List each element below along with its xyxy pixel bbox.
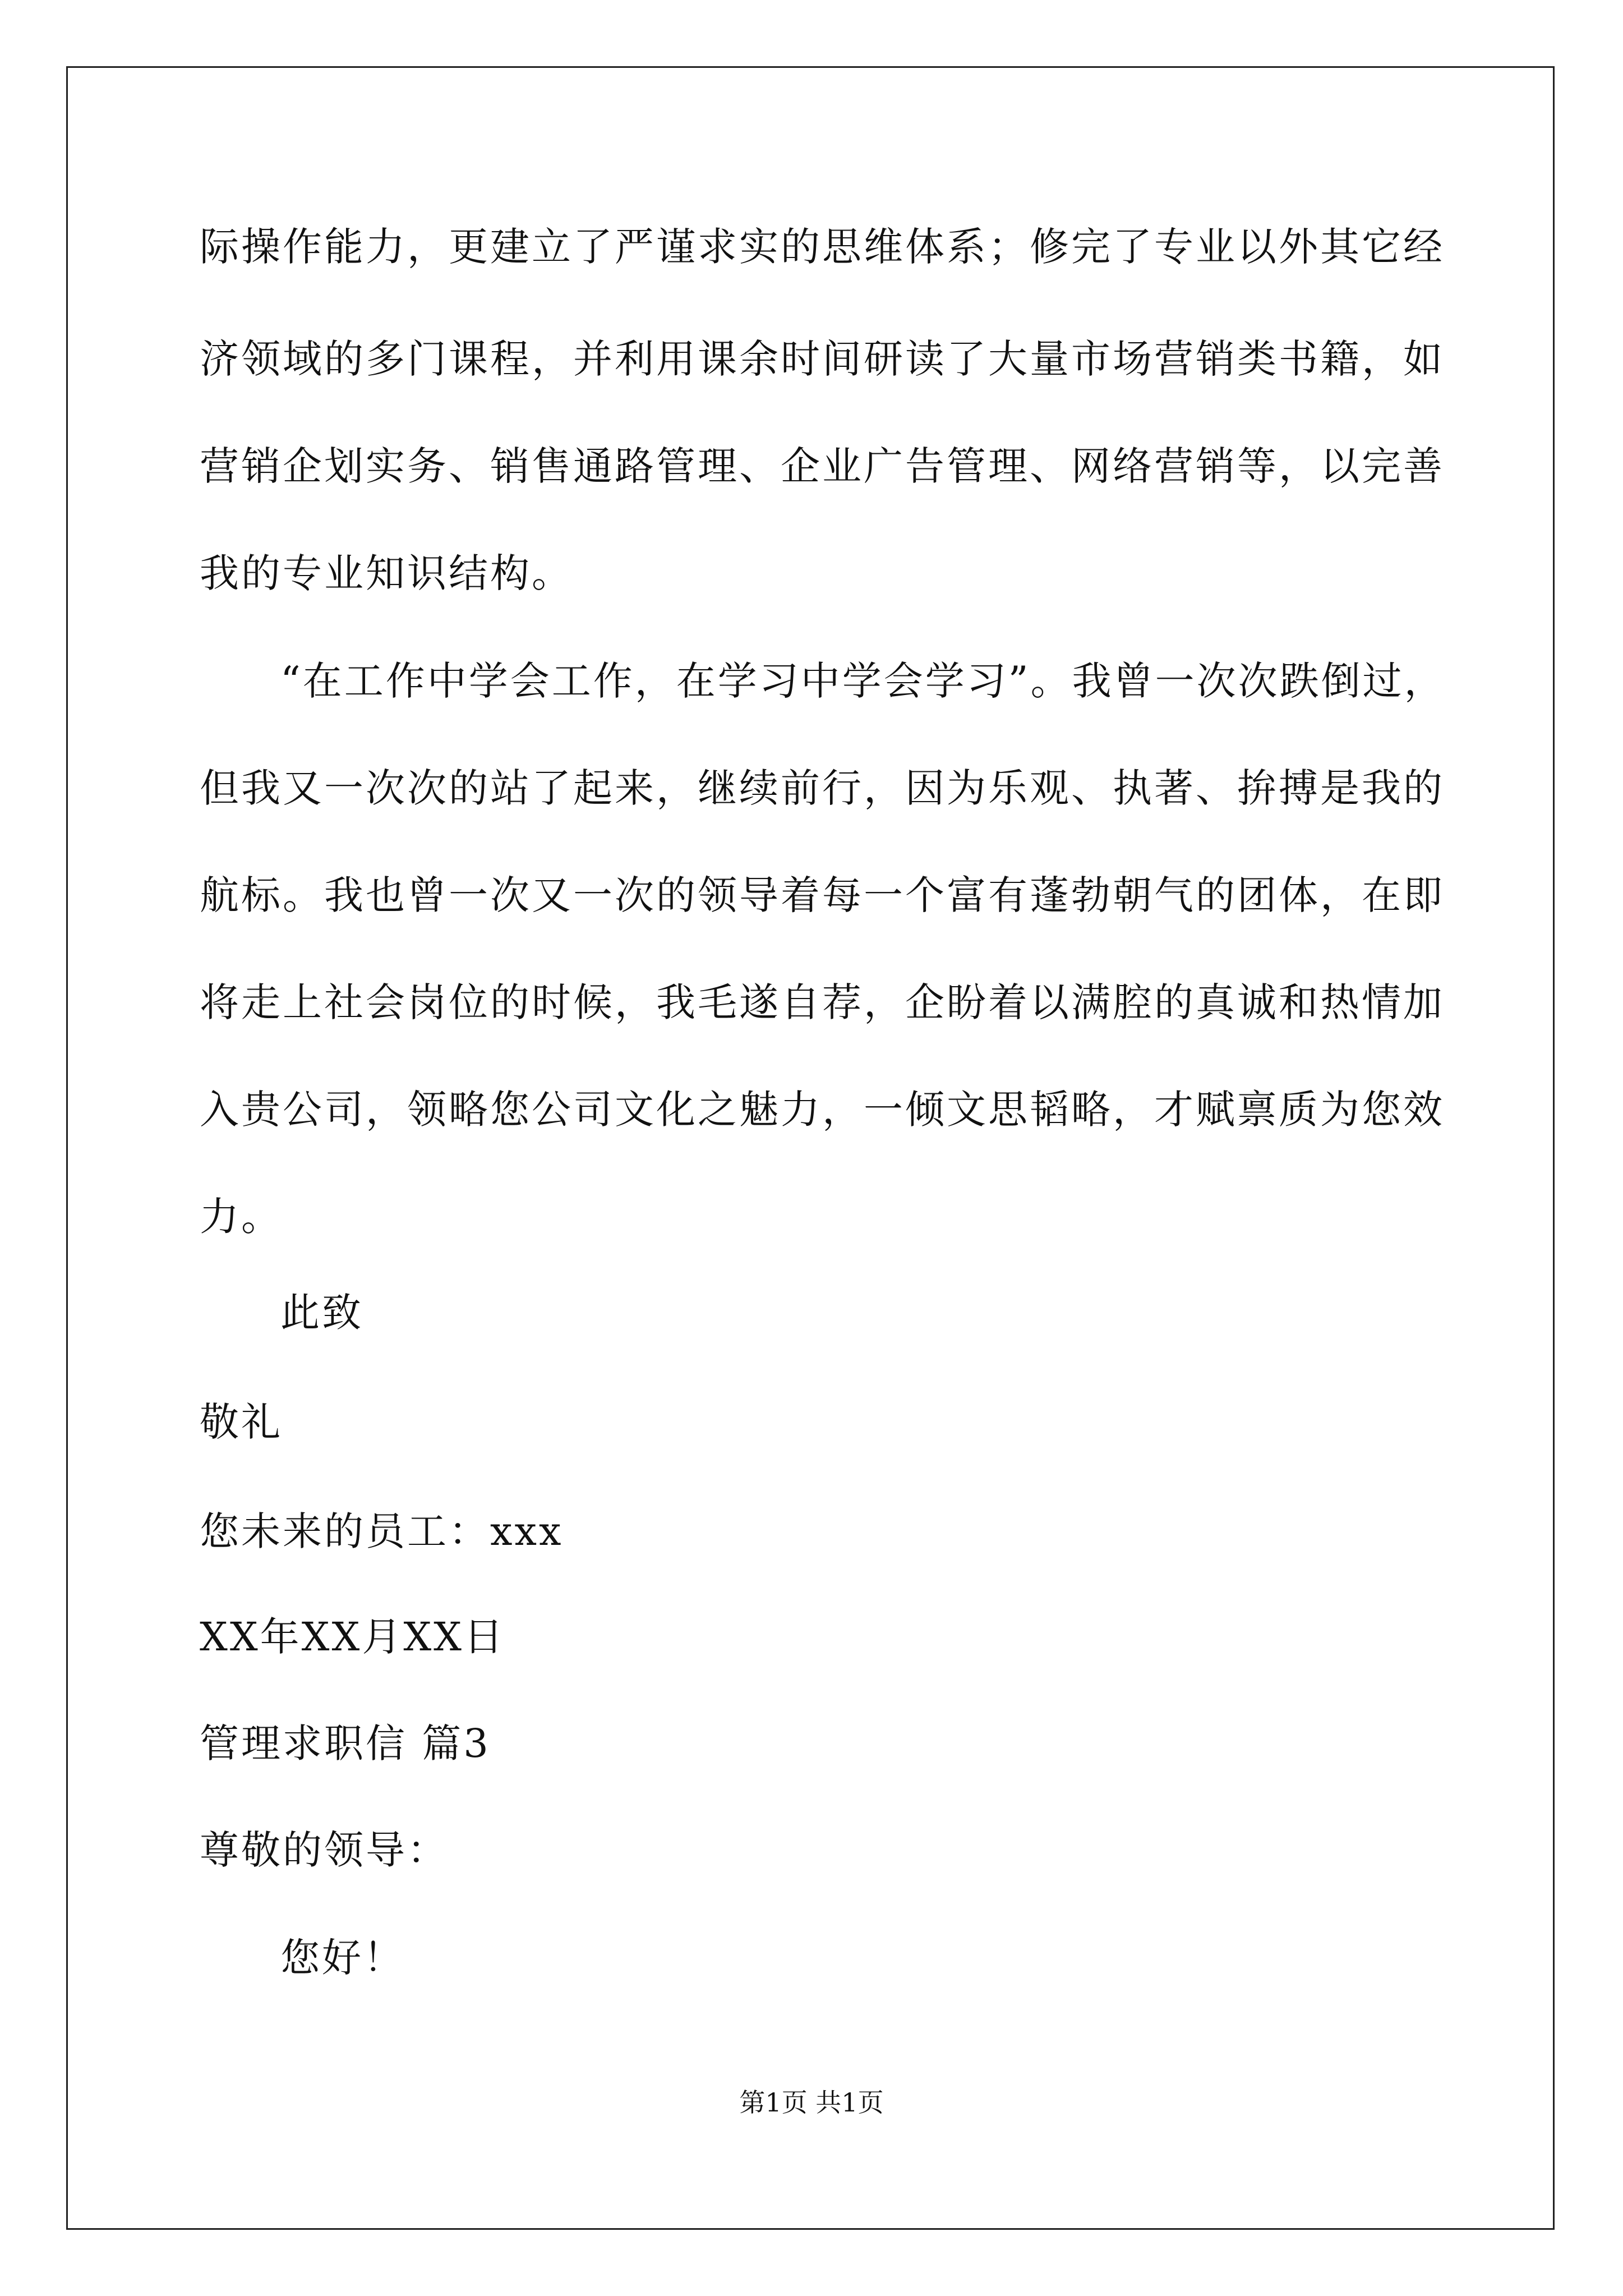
closing-respect: 敬礼 xyxy=(200,1399,283,1445)
greeting-hello: 您好！ xyxy=(280,1935,405,1981)
body-line-9: 入贵公司，领略您公司文化之魅力，一倾文思韬略，才赋禀质为您效 xyxy=(200,1087,1445,1133)
body-line-8: 将走上社会岗位的时候，我毛遂自荐，企盼着以满腔的真诚和热情加 xyxy=(200,979,1445,1025)
greeting-recipient: 尊敬的领导： xyxy=(200,1827,449,1873)
body-line-1: 际操作能力，更建立了严谨求实的思维体系；修完了专业以外其它经 xyxy=(200,224,1445,270)
closing-salutation: 此致 xyxy=(280,1290,363,1336)
section-heading: 管理求职信 篇3 xyxy=(200,1720,491,1766)
date-line: XX年XX月XX日 xyxy=(200,1614,506,1660)
page-footer: 第1页 共1页 xyxy=(739,2087,884,2118)
body-line-3: 营销企划实务、销售通路管理、企业广告管理、网络营销等，以完善 xyxy=(200,443,1445,489)
signature-line: 您未来的员工：xxx xyxy=(200,1508,564,1554)
page-border xyxy=(66,66,1555,2230)
body-line-7: 航标。我也曾一次又一次的领导着每一个富有蓬勃朝气的团体，在即 xyxy=(200,872,1445,918)
body-line-4: 我的专业知识结构。 xyxy=(200,550,573,596)
body-line-6: 但我又一次次的站了起来，继续前行，因为乐观、执著、拚搏是我的 xyxy=(200,765,1445,811)
body-line-2: 济领域的多门课程，并利用课余时间研读了大量市场营销类书籍，如 xyxy=(200,336,1445,382)
body-line-10: 力。 xyxy=(200,1194,283,1240)
body-line-5: “在工作中学会工作，在学习中学会学习”。我曾一次次跌倒过， xyxy=(280,658,1446,704)
